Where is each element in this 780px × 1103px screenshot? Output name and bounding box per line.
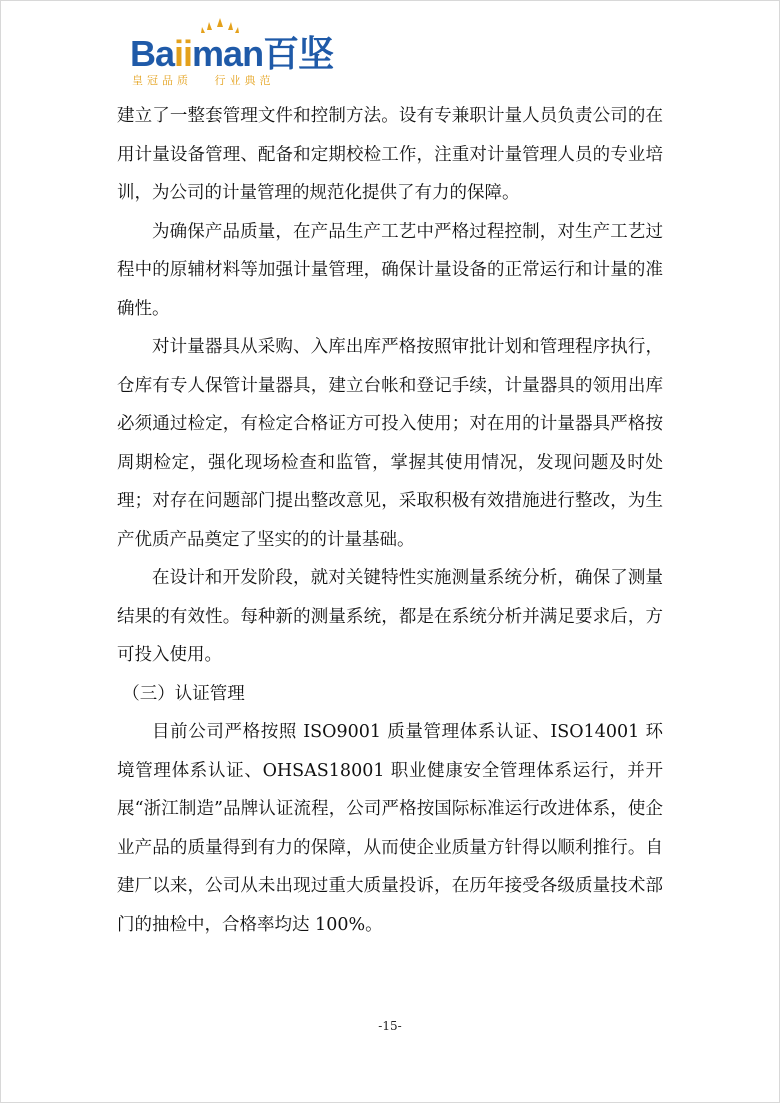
document-body [117, 97, 663, 944]
page-number: -15- [378, 1019, 402, 1033]
paragraph-measuring-instruments: 对计量器具从采购、入库出库严格按照审批计划和管理程序执行，仓库有专人保管计量器具，建立台帐和登记手续，计量器具的领用出库必须通过检定，有检定合格证方可投入使用；对在用的计量器具严格按周期检定，强化现场检查和监管，掌握其使用情况，发现问题及时处理；对存在问题部门提出整改意见，采取积极有效措施进行整改，为生产优质产品奠定了坚实的的计量基础。 [117, 337, 663, 550]
logo-brand-cn: 百坚 [263, 33, 334, 74]
logo-wordmark [130, 33, 334, 74]
paragraph-certification: 目前公司严格按照 ISO9001 质量管理体系认证、ISO14001 环境管理体系认证、OHSAS18001 职业健康安全管理体系运行，并开展“浙江制造”品牌认证流程，公司严格按国际标准运行改进体系，使企业产品的质量得到有力的保障，从而使企业质量方针得以顺利推行。自建厂以来，公司从未出现过重大质量投诉，在历年接受各级质量技术部门的抽检中，合格率均达 100%。 [117, 722, 663, 935]
paragraph-design-development: 在设计和开发阶段，就对关键特性实施测量系统分析，确保了测量结果的有效性。每种新的测量系统，都是在系统分析并满足要求后，方可投入使用。 [117, 568, 663, 665]
logo-latin-ii: ii [174, 33, 193, 74]
logo-latin-ba: Ba [130, 33, 175, 74]
logo-latin-man: man [192, 33, 264, 74]
baiman-logo [128, 18, 368, 88]
paragraph-continued: 建立了一整套管理文件和控制方法。设有专兼职计量人员负责公司的在用计量设备管理、配备和定期校检工作，注重对计量管理人员的专业培训，为公司的计量管理的规范化提供了有力的保障。 [117, 106, 663, 203]
section-heading: （三）认证管理 [122, 683, 245, 704]
logo-slogan: 皇冠品质 行业典范 [132, 74, 275, 87]
paragraph-quality-assurance: 为确保产品质量，在产品生产工艺中严格过程控制，对生产工艺过程中的原辅材料等加强计量管理，确保计量设备的正常运行和计量的准确性。 [117, 221, 663, 319]
